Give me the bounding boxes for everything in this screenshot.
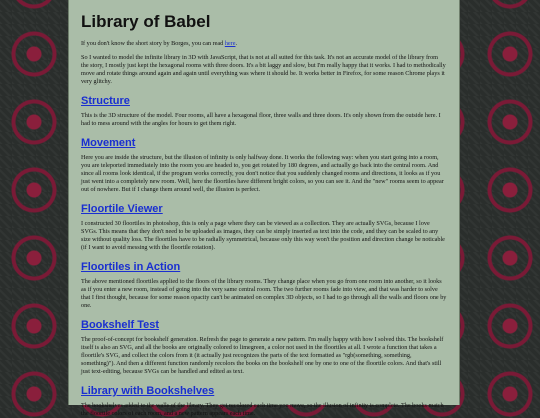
description-paragraph: So I wanted to model the infinite library in 3D with JavaScript, that is not at all suited for this task. It's not an accurate model of the library from the story, I mostly just kept the hexagonal rooms with three doors. It's a bit laggy and slow, but I'm really happy that it works. I had to methodically move and rotate things around again and again until everything was where it should be. It works better in Firefox, for some reason Chrome plays it very glitchy.: [81, 54, 446, 85]
section-heading-movement: [81, 137, 447, 149]
section-heading-bookshelf-test: [81, 319, 447, 331]
structure-link[interactable]: Structure: [81, 95, 130, 107]
floortile-viewer-link[interactable]: Floortile Viewer: [81, 203, 163, 215]
structure-text: This is the 3D structure of the model. Four rooms, all have a hexagonal floor, three walls and three doors. It's only shown from the outside here. I had to mess around with the angles for hours to get them right.: [81, 112, 441, 127]
floortile-viewer-text: I constructed 30 floortiles in photoshop, this is only a page where they can be viewed as a collection. They are actually SVGs, because I love SVGs. This means that they don't need to be uploaded as images, they can be simply inserted as text into the code, and they can be scaled to any size without quality loss. The floortiles have to be radially symmetrical, because only this way won't the position and direction change be noticable (if I want to avoid messing with the floortile rotation).: [81, 220, 445, 251]
floortiles-in-action-link[interactable]: Floortiles in Action: [81, 261, 181, 273]
movement-text: Here you are inside the structure, but the illusion of infinity is only halfway done. It works the following way: when you start going into a room, you are teleported immediately into the room you are headed to, you get rotated by 180 degrees, and actually go back into the central room. And since all rooms look identical, if the program works correctly, you don't notice that you suddenly changed rooms and directions, it looks as if you just went into a completely new room. Well, here the floortiles have different bright colors, so you can see it. And the "new" rooms seem to appear out of nowhere. But if I change them around well, the illusion is perfect.: [81, 154, 444, 193]
intro-period: .: [235, 40, 238, 47]
floortiles-in-action-text: The above mentioned floortiles applied to the floors of the library rooms. They change place when you go from one room into another, so it looks as if you enter a new room, instead of going into the very same central room. The two further rooms fade into view, and that was harder to solve that I first thought, because for some reason opacity can't be animated on complex 3D objects, so I had to go through all the walls and floors one by one.: [81, 278, 447, 309]
movement-link[interactable]: Movement: [81, 137, 136, 149]
library-with-bookshelves-text: The bookshelves added to the walls of the library. They get recolored each time you move, so the illusion of infinity is complete. The books match the floortile colors of each room, and a new pattern appears each time.: [81, 402, 444, 417]
section-heading-structure: [81, 95, 447, 107]
section-heading-floortiles-in-action: [81, 261, 447, 273]
page-title: Library of Babel: [81, 12, 211, 31]
section-heading-library-with-bookshelves: [81, 385, 447, 397]
library-with-bookshelves-link[interactable]: Library with Bookshelves: [81, 385, 215, 397]
borges-story-link[interactable]: here: [224, 40, 236, 47]
section-heading-floortile-viewer: [81, 203, 447, 215]
bookshelf-test-text: The proof-of-concept for bookshelf generation. Refresh the page to generate a new pattern. I'm really happy with how I solved this. The bookshelf itself is also an SVG, and all the books are originally colored to limegreen, a color not used in the floortiles at all. I wrote a function that takes a floortile's SVG, and collect the colors from it (it actually just recognizes the parts of the text formatted as "rgb(something, something, something)"). And then a different function randomly recolors the books on the bookshelf one by one to one of the floortile colors. And that's still just text-editing, because SVGs can be handled and edited as text.: [81, 336, 444, 375]
intro-text: If you don't know the short story by Borges, you can read: [81, 40, 225, 47]
page-content: [68, 0, 460, 417]
bookshelf-test-link[interactable]: Bookshelf Test: [81, 319, 160, 331]
intro-paragraph: [81, 40, 447, 48]
